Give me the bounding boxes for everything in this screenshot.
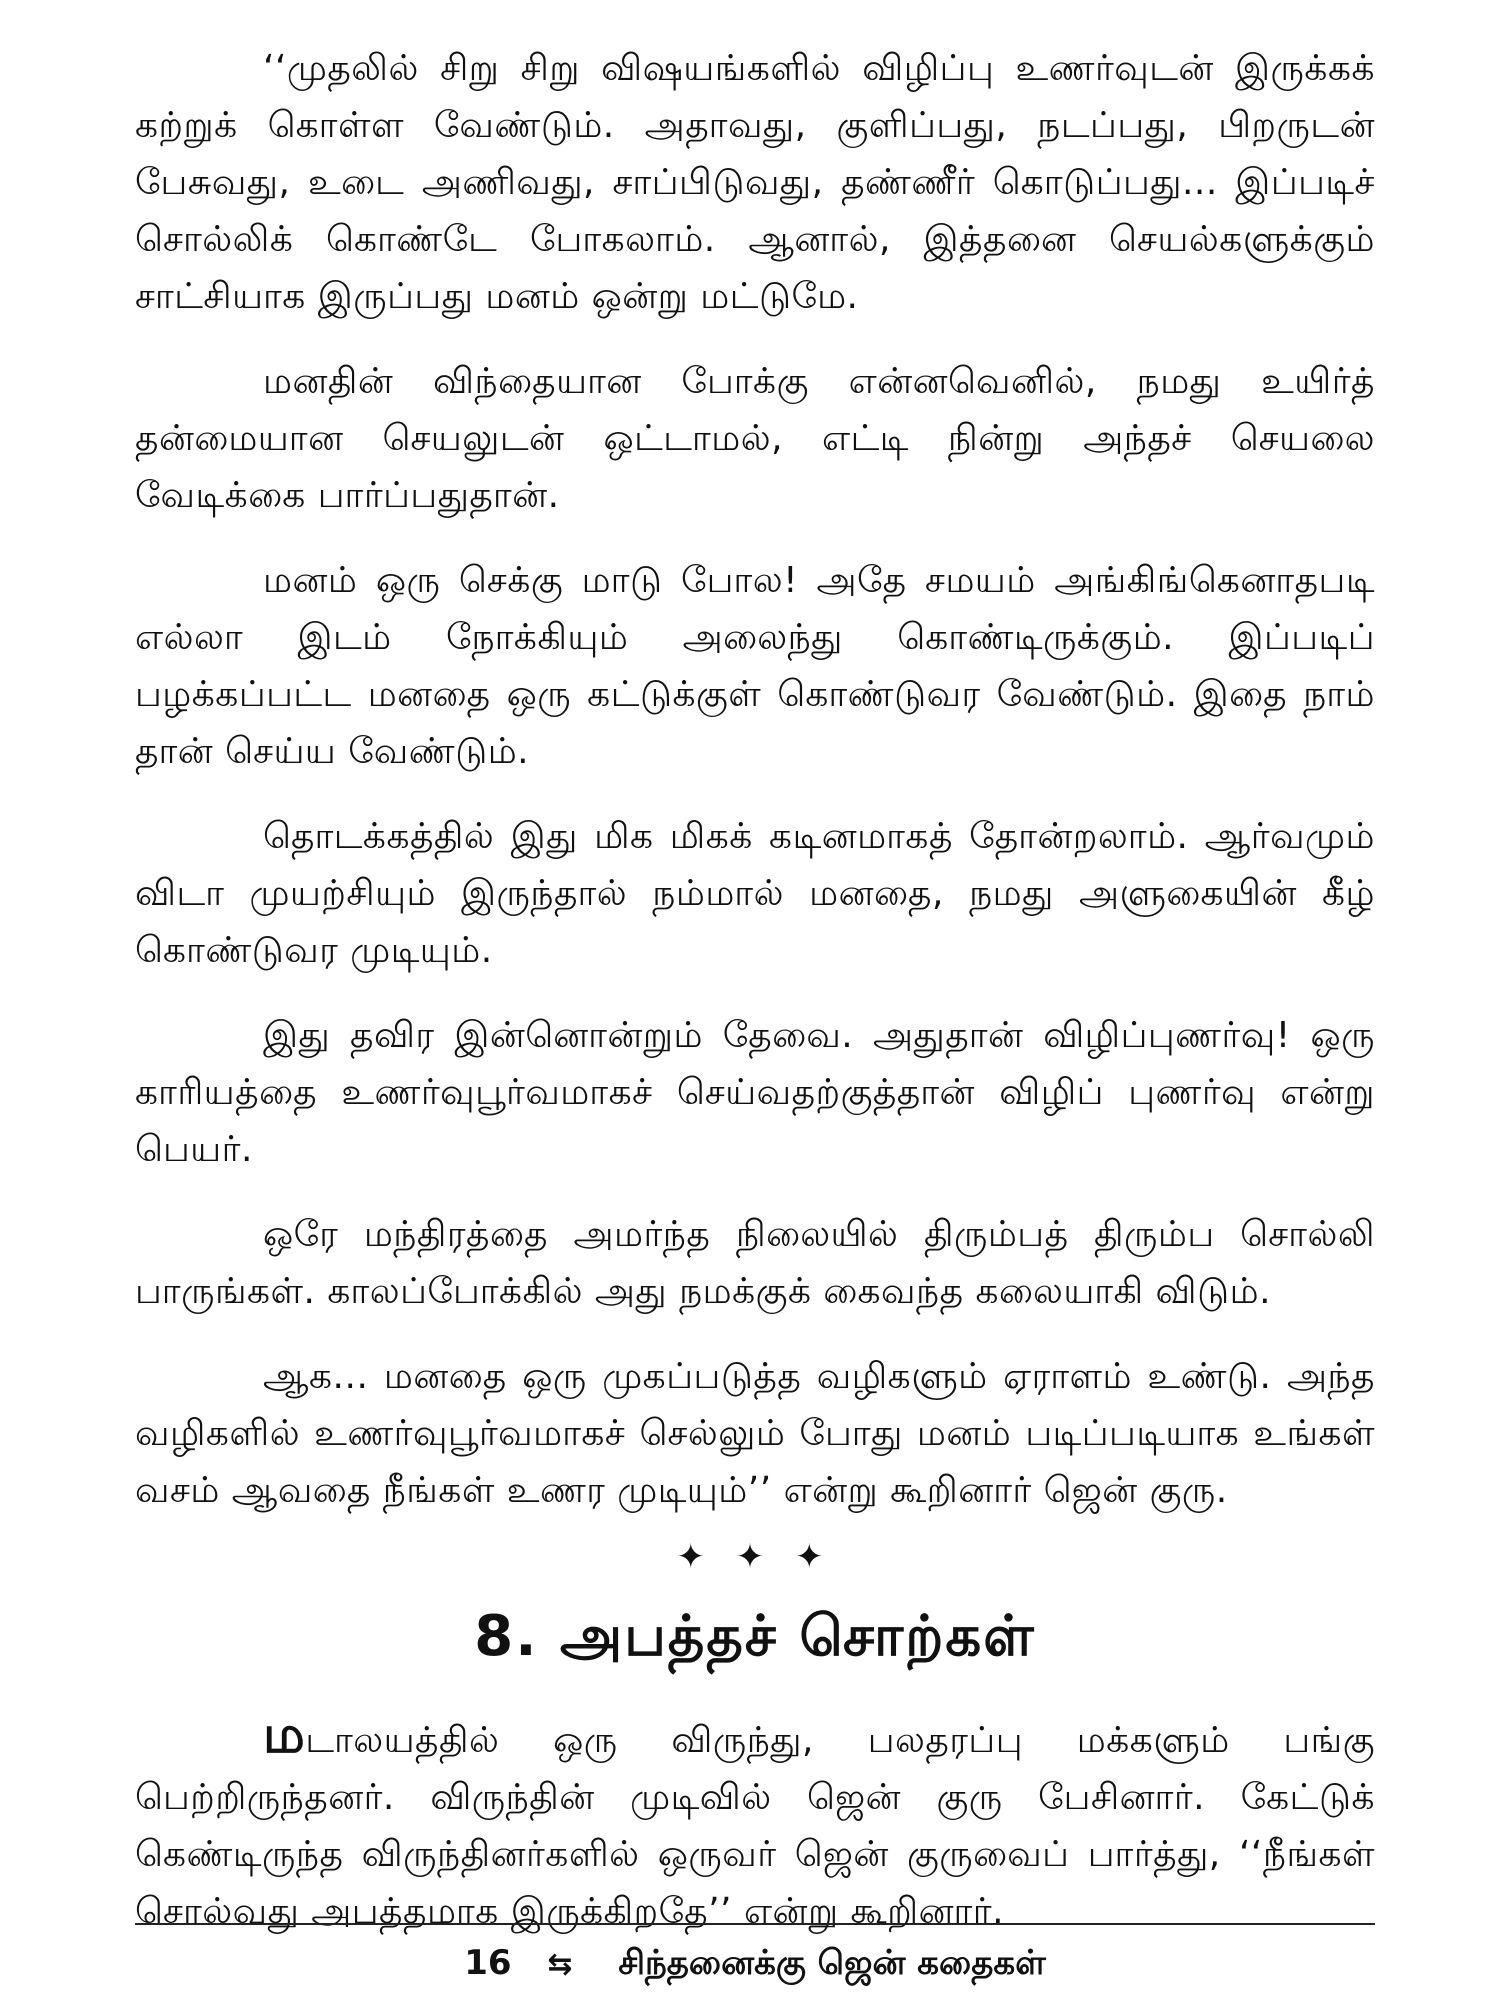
paragraph-1: ‘‘முதலில் சிறு சிறு விஷயங்களில் விழிப்பு உணர்வுடன் இருக்கக் கற்றுக் கொள்ள வேண்டும். அதாவது, குளிப்பது, நடப்பது, பிறருடன் பேசுவது, உடை அணிவது, சாப்பிடுவது, தண்ணீர் கொடுப்பது... இப்படிச் சொல்லிக் கொண்டே போகலாம். ஆனால், இத்தனை செயல்களுக்கும் சாட்சியாக இருப்பது மனம் ஒன்று மட்டுமே. [135,48,1375,317]
chapter-opening-text: டாலயத்தில் ஒரு விருந்து, பலதரப்பு மக்களும் பங்கு பெற்றிருந்தனர். விருந்தின் முடிவில் ஜென் குரு பேசினார். கேட்டுக் கெண்டிருந்த விருந்தினர்களில் ஒருவர் ஜென் குருவைப் பார்த்து, ‘‘நீங்கள் சொல்வது அபத்தமாக இருக்கிறதே’’ என்று கூறினார். [135,1720,1375,1932]
footer-divider [135,1923,1375,1925]
page-body [135,40,1375,1968]
paragraph-6: ஒரே மந்திரத்தை அமர்ந்த நிலையில் திரும்பத் திரும்ப சொல்லி பாருங்கள். காலப்போக்கில் அது நமக்குக் கைவந்த கலையாகி விடும். [135,1214,1375,1312]
paragraph-7: ஆக... மனதை ஒரு முகப்படுத்த வழிகளும் ஏராளம் உண்டு. அந்த வழிகளில் உணர்வுபூர்வமாகச் செல்லும் போது மனம் படிப்படியாக உங்கள் வசம் ஆவதை நீங்கள் உணர முடியும்’’ என்று கூறினார் ஜென் குரு. [135,1356,1375,1511]
swap-arrows-icon: ⇆ [547,1947,573,1982]
chapter-opening-paragraph [135,1707,1375,1940]
page-footer [135,1938,1375,1988]
section-divider-ornament: ✦ ✦ ✦ [676,1537,834,1577]
paragraph-5: இது தவிர இன்னொன்றும் தேவை. அதுதான் விழிப்புணர்வு! ஒரு காரியத்தை உணர்வுபூர்வமாகச் செய்வதற்குத்தான் விழிப் புணர்வு என்று பெயர். [135,1015,1375,1170]
page-number: 16 [464,1943,512,1983]
dropcap-letter: ம [263,1705,306,1765]
chapter-title: 8. அபத்தச் சொற்கள் [474,1604,1036,1669]
book-title: சிந்தனைக்கு ஜென் கதைகள் [618,1943,1046,1983]
paragraph-3: மனம் ஒரு செக்கு மாடு போல! அதே சமயம் அங்கிங்கெனாதபடி எல்லா இடம் நோக்கியும் அலைந்து கொண்டிருக்கும். இப்படிப் பழக்கப்பட்ட மனதை ஒரு கட்டுக்குள் கொண்டுவர வேண்டும். இதை நாம் தான் செய்ய வேண்டும். [135,560,1375,772]
paragraph-4: தொடக்கத்தில் இது மிக மிகக் கடினமாகத் தோன்றலாம். ஆர்வமும் விடா முயற்சியும் இருந்தால் நம்மால் மனதை, நமது அளுகையின் கீழ் கொண்டுவர முடியும். [135,816,1375,971]
paragraph-2: மனதின் விந்தையான போக்கு என்னவெனில், நமது உயிர்த் தன்மையான செயலுடன் ஒட்டாமல், எட்டி நின்று அந்தச் செயலை வேடிக்கை பார்ப்பதுதான். [135,361,1375,516]
